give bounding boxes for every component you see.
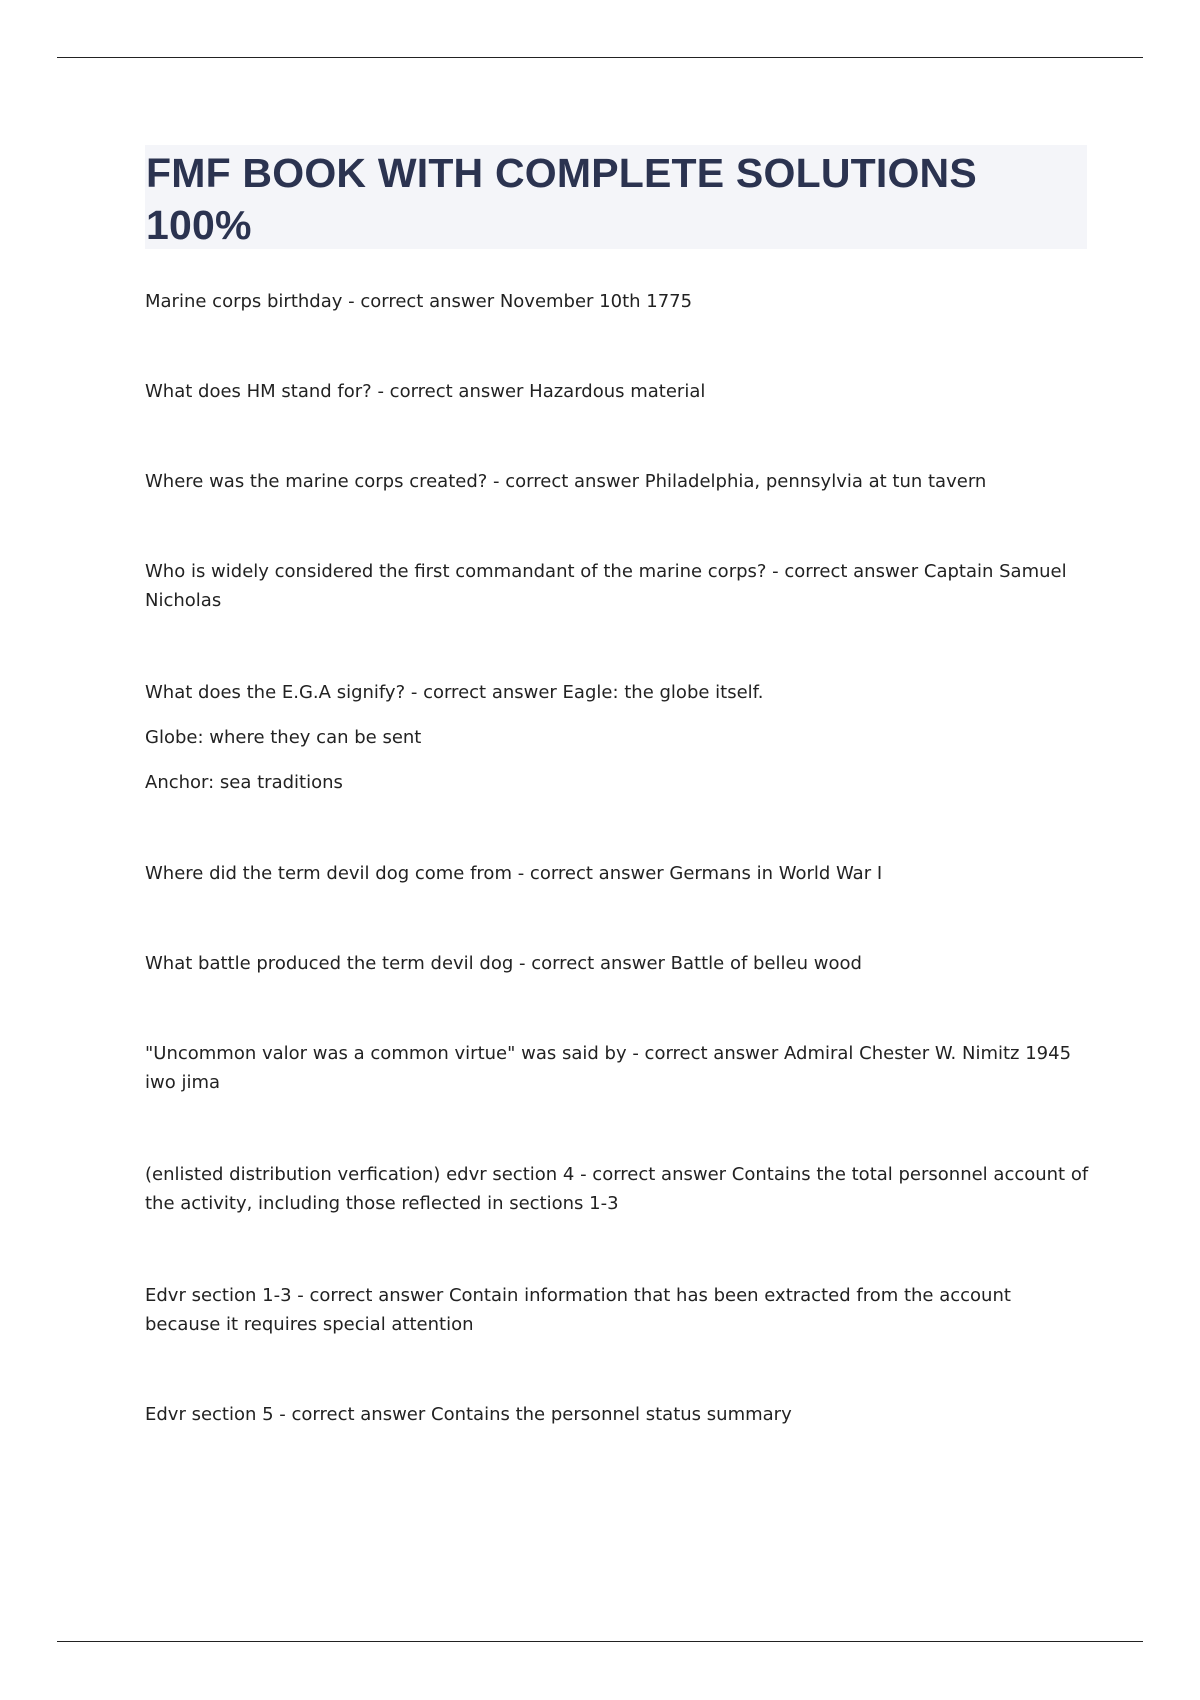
qa-text: "Uncommon valor was a common virtue" was said by - correct answer Admiral Chester W. Nimitz 1945 iwo jima [145, 1043, 1072, 1093]
header-rule [57, 57, 1143, 58]
qa-text: What does the E.G.A signify? - correct answer Eagle: the globe itself. [145, 682, 764, 703]
qa-item [145, 1400, 1090, 1429]
qa-text: What does HM stand for? - correct answer Hazardous material [145, 381, 706, 402]
qa-text: Globe: where they can be sent [145, 727, 422, 748]
qa-item [145, 1160, 1090, 1218]
qa-item [145, 678, 1090, 797]
qa-text: What battle produced the term devil dog - correct answer Battle of belleu wood [145, 953, 862, 974]
document-title: FMF BOOK WITH COMPLETE SOLUTIONS 100% [146, 150, 977, 248]
qa-text: Marine corps birthday - correct answer November 10th 1775 [145, 291, 693, 312]
qa-text: Edvr section 5 - correct answer Contains the personnel status summary [145, 1404, 792, 1425]
qa-item [145, 949, 1090, 978]
footer-rule [57, 1641, 1143, 1642]
qa-text: (enlisted distribution verfication) edvr section 4 - correct answer Contains the total personnel account of the activity, including those reflected in sections 1-3 [145, 1164, 1089, 1214]
qa-text: Where was the marine corps created? - correct answer Philadelphia, pennsylvia at tun tavern [145, 471, 987, 492]
qa-text: Anchor: sea traditions [145, 772, 343, 793]
qa-text: Edvr section 1-3 - correct answer Contain information that has been extracted from the account because it requires special attention [145, 1285, 1011, 1335]
qa-item [145, 1281, 1090, 1339]
title-banner [145, 145, 1087, 249]
qa-text: Where did the term devil dog come from - correct answer Germans in World War I [145, 863, 883, 884]
qa-item [145, 557, 1090, 615]
qa-item [145, 859, 1090, 888]
qa-item [145, 377, 1090, 406]
qa-item [145, 467, 1090, 496]
qa-item [145, 1039, 1090, 1097]
qa-item [145, 287, 1090, 316]
qa-text: Who is widely considered the first commandant of the marine corps? - correct answer Captain Samuel Nicholas [145, 561, 1067, 611]
